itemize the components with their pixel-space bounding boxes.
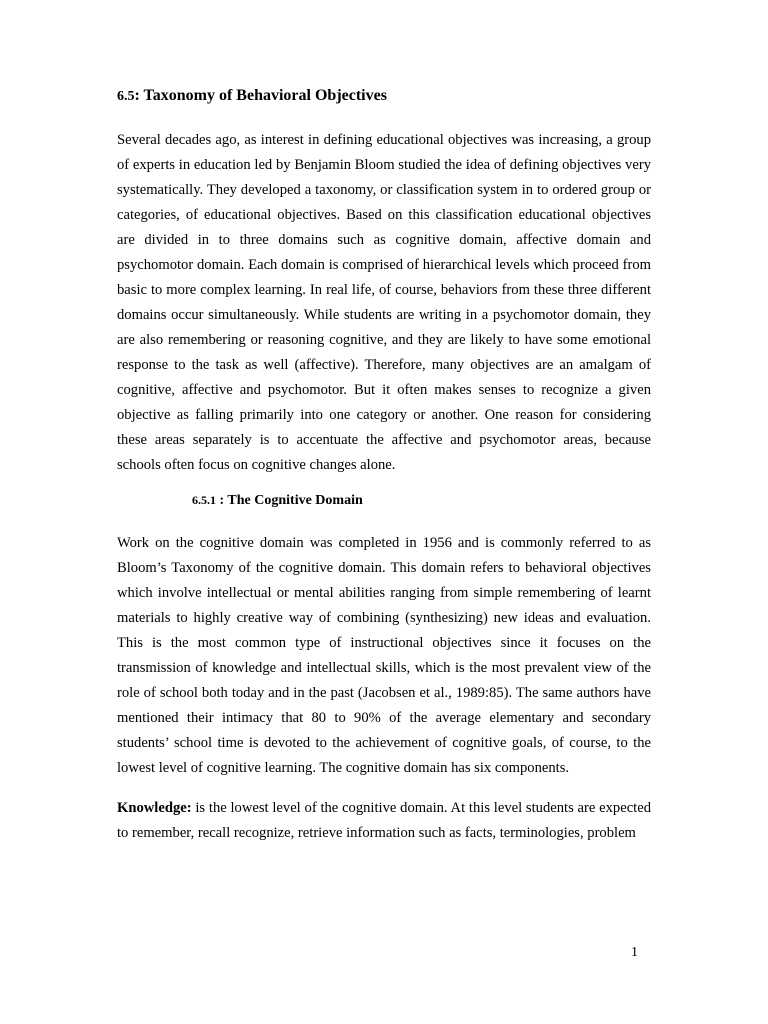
- section-number: 6.5: [117, 89, 135, 104]
- section-title: Taxonomy of Behavioral Objectives: [143, 87, 387, 104]
- knowledge-term: Knowledge:: [117, 800, 192, 816]
- paragraph-knowledge: [117, 796, 651, 846]
- paragraph-cognitive-domain: Work on the cognitive domain was completed in 1956 and is commonly referred to as Bloom’s Taxonomy of the cognitive domain. This domain refers to behavioral objectives which involve intellectual or mental abilities ranging from simple remembering of learnt materials to highly creative way of combining (synthesizing) new ideas and evaluation. This is the most common type of instructional objectives since it focuses on the transmission of knowledge and intellectual skills, which is the most prevalent view of the role of school both today and in the past (Jacobsen et al., 1989:85). The same authors have mentioned their intimacy that 80 to 90% of the average elementary and secondary students’ school time is devoted to the achievement of cognitive goals, of course, to the lowest level of cognitive learning. The cognitive domain has six components.: [117, 535, 651, 776]
- paragraph-intro: Several decades ago, as interest in defining educational objectives was increasing, a group of experts in education led by Benjamin Bloom studied the idea of defining objectives very systematically. They developed a taxonomy, or classification system in to ordered group or categories, of educational objectives. Based on this classification educational objectives are divided in to three domains such as cognitive domain, affective domain and psychomotor domain. Each domain is comprised of hierarchical levels which proceed from basic to more complex learning. In real life, of course, behaviors from these three different domains occur simultaneously. While students are writing in a psychomotor domain, they are also remembering or reasoning cognitive, and they are likely to have some emotional response to the task as well (affective). Therefore, many objectives are an amalgam of cognitive, affective and psychomotor. But it often makes senses to recognize a given objective as falling primarily into one category or another. One reason for considering these areas separately is to accentuate the affective and psychomotor areas, because schools often focus on cognitive changes alone.: [117, 132, 651, 473]
- section-heading: [117, 87, 387, 105]
- subsection-heading: [192, 493, 363, 509]
- subsection-title: The Cognitive Domain: [227, 493, 363, 508]
- subsection-number: 6.5.1: [192, 493, 216, 507]
- page-number: 1: [631, 945, 638, 960]
- knowledge-text: is the lowest level of the cognitive domain. At this level students are expected to remember, recall recognize, retrieve information such as facts, terminologies, problem: [117, 800, 651, 841]
- subsection-separator: :: [216, 493, 228, 508]
- section-separator: :: [134, 87, 144, 104]
